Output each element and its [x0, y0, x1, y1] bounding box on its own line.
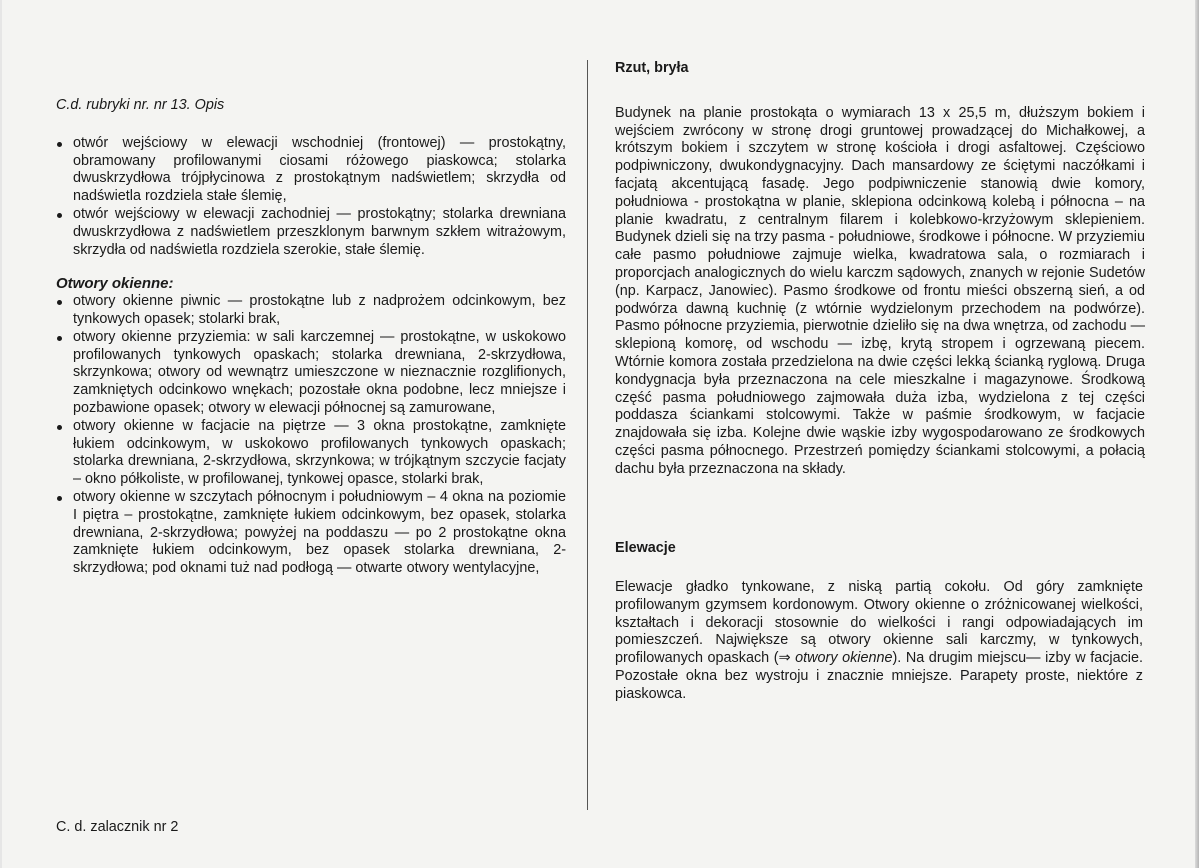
bullet-icon [57, 496, 62, 501]
left-column [56, 97, 566, 578]
column-divider [587, 60, 588, 810]
list-item: otwór wejściowy w elewacji wschodniej (frontowej) — prostokątny, obramowany profilowanymi ciosami różowego piaskowca; stolarka dwuskrzydłowa trójpłycinowa z prostokątnym nadświetlem; skrzydła od nadświetla rozdziela stałe ślemię, [56, 135, 566, 206]
door-list [56, 135, 566, 260]
section-caption: C.d. rubryki nr. nr 13. Opis [56, 97, 225, 113]
bullet-icon [57, 300, 62, 305]
footer-note: C. d. zalacznik nr 2 [56, 819, 179, 835]
list-item: otwory okienne przyziemia: w sali karczemnej — prostokątne, w uskokowo profilowanych tynkowych opaskach; stolarka drewniana, 2-skrzydłowa, skrzynkowa; otwory od wewnątrz umieszczone w nieznacznie rozglifionych, zamkniętych odcinkowo wnękach; pozostałe okna podobne, lecz mniejsze i pozbawione opasek; otwory w elewacji północnej są zamurowane, [56, 329, 566, 418]
section-text-elevations: Elewacje gładko tynkowane, z niską partią cokołu. Od góry zamknięte profilowanym gzymsem kordonowym. Otwory okienne o zróżnicowanej wielkości, kształtach i dekoracji stosownie do wielkości i rangi odpowiadających im pomieszczeń. Największe są otwory okienne sali karczmy, w tynkowych, profilowanych opaskach (⇒ otwory okienne). Na drugim miejscu— izby w facjacie. Pozostałe okna bez wystroju i znacznie mniejsze. Parapety proste, niektóre z piaskowca. [615, 579, 1143, 702]
page-edge-left [0, 0, 2, 868]
bullet-icon [57, 425, 62, 430]
bullet-icon [57, 336, 62, 341]
page-edge-right [1195, 0, 1199, 868]
cross-reference: otwory okienne [795, 650, 893, 667]
windows-heading: Otwory okienne: [56, 275, 174, 293]
section-heading-plan: Rzut, bryła [615, 60, 689, 76]
bullet-icon [57, 213, 62, 218]
arrow-icon: ⇒ [778, 650, 791, 667]
window-list [56, 293, 566, 578]
list-item: otwory okienne piwnic — prostokątne lub z nadprożem odcinkowym, bez tynkowych opasek; stolarki brak, [56, 293, 566, 329]
section-text-plan: Budynek na planie prostokąta o wymiarach 13 x 25,5 m, dłuższym bokiem i wejściem zwrócony w stronę drogi gruntowej prowadzącej do Michałkowej, a krótszym bokiem i szczytem w stronę kościoła i drogi asfaltowej. Częściowo podpiwniczony, dwukondygnacyjny. Dach mansardowy ze ściętymi naczółkami i facjatą akcentującą fasadę. Jego podpiwniczenie stanowią dwie komory, południowa - prostokątna w planie, sklepiona odcinkową kolebą i północna – na planie kwadratu, z centralnym filarem i kolebkowo-krzyżowym sklepieniem. Budynek dzieli się na trzy pasma - południowe, środkowe i północne. W przyziemiu całe pasmo południowe zajmuje wielka, kwadratowa sala, o rozmiarach i proporcjach analogicznych do wielu karczm sądowych, znanych w rejonie Sudetów (np. Karpacz, Janowiec). Pasmo środkowe od frontu mieści obszerną sień, a od podwórza dawną kuchnię (z wtórnie wydzielonym przechodem na podwórze). Pasmo północne przyziemia, pierwotnie dzieliło się na dwa wnętrza, od zachodu — sklepioną komorę, od wschodu — izbę, krytą stropem i ogrzewaną piecem. Wtórnie komora została przedzielona na dwie części lekką ścianką ryglową. Druga kondygnacja była przeznaczona na cele mieszkalne i magazynowe. Środkową część pasma południowego zajmowała duża izba, wydzielona z tej części poddasza ściankami stolcowymi. Także w paśmie środkowym, w facjacie znajdowała się izba. Kolejne dwie wąskie izby wygospodarowano ze środkowych części pasma północnego. Przestrzeń pomiędzy ściankami stolcowymi, a połacią dachu była przeznaczona na składy. [615, 104, 1145, 477]
list-item: otwór wejściowy w elewacji zachodniej — prostokątny; stolarka drewniana dwuskrzydłowa z nadświetlem przeszklonym barwnym szkłem witrażowym, skrzydła od nadświetla rozdziela szerokie, stałe ślemię. [56, 206, 566, 259]
right-column [615, 60, 1145, 479]
list-item: otwory okienne w szczytach północnym i południowym – 4 okna na poziomie I piętra – prostokątne, zamknięte łukiem odcinkowym, bez opasek, stolarka drewniana, 2-skrzydłowa; powyżej na poddaszu — po 2 prostokątne okna zamknięte łukiem odcinkowym, bez opasek stolarka drewniana, 2-skrzydłowa; pod oknami tuż nad podłogą — otwarte otwory wentylacyjne, [56, 489, 566, 578]
list-item: otwory okienne w facjacie na piętrze — 3 okna prostokątne, zamknięte łukiem odcinkowym, w uskokowo profilowanych tynkowych opaskach; stolarka drewniana, 2-skrzydłowa, skrzynkowa; w trójkątnym szczycie facjaty – okno półkoliste, w profilowanej, tynkowej opasce, stolarki brak, [56, 418, 566, 489]
section-heading-elevations: Elewacje [615, 540, 676, 556]
bullet-icon [57, 142, 62, 147]
